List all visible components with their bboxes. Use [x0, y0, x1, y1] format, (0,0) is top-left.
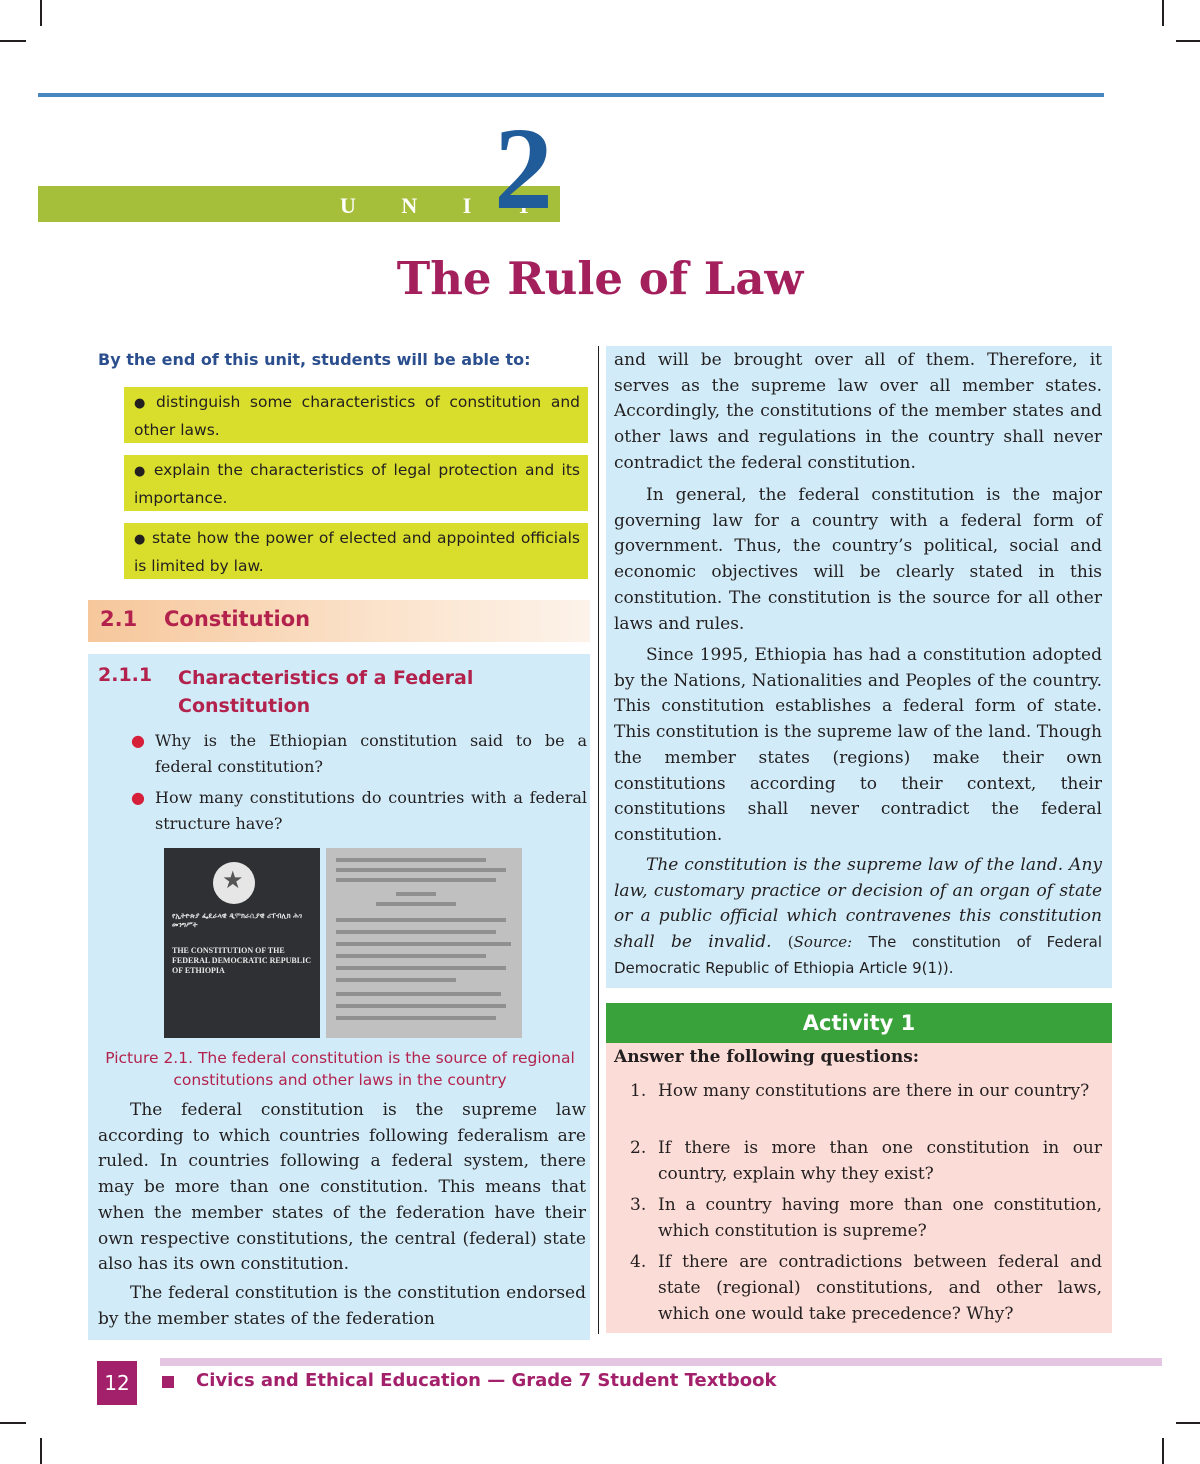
body-paragraph: In general, the federal constitution is the major governing law for a country with a federal form of government. Thus, the country’s political, social and economic objectives will be clearly stated in this constitution. The constitution is the source for all other laws and rules. [614, 485, 1102, 634]
crop-mark [0, 1422, 26, 1424]
crop-mark [1176, 1422, 1200, 1424]
cover-amharic-title: የኢትዮጵያ ፌዴራላዊ ዲሞክራሲያዊ ሪፐብሊክ ሕገ መንግሥት [172, 912, 303, 929]
crop-mark [1162, 0, 1164, 26]
bullet-icon: ● [134, 396, 151, 411]
bullet-icon: ● [134, 464, 148, 479]
unit-label: U N I T [340, 193, 552, 218]
crop-mark [40, 0, 42, 26]
emblem-icon [213, 862, 255, 904]
activity-question [630, 1135, 1102, 1187]
section-number: 2.1 [100, 607, 138, 631]
question-number: 2. [630, 1138, 647, 1158]
question-text: If there is more than one constitution in our country, explain why they exist? [658, 1138, 1102, 1184]
crop-mark [1162, 1438, 1164, 1464]
objective-item [124, 523, 588, 579]
constitution-cover-photo [164, 848, 320, 1038]
header-rule [38, 93, 1104, 97]
activity-question [630, 1249, 1102, 1327]
focus-question [131, 728, 587, 780]
objective-text: state how the power of elected and appointed officials is limited by law. [134, 529, 580, 575]
objectives-heading: By the end of this unit, students will be able to: [98, 350, 531, 369]
objective-item [124, 455, 588, 511]
quote-source-open: ( [787, 933, 794, 952]
square-bullet-icon [162, 1376, 174, 1388]
body-paragraph: and will be brought over all of them. Therefore, it serves as the supreme law over all member states. Accordingly, the constitutions of the member states and other laws and regulations in the country shall never contradict the federal constitution. [614, 350, 1102, 473]
constitution-page-photo [326, 848, 522, 1038]
body-paragraph: The federal constitution is the supreme law according to which countries following federalism are ruled. In countries following a federal system, there may be more than one constitution. This means that when the member states of the federation have their own respective constitutions, the central (federal) state also has its own constitution. [98, 1100, 586, 1275]
objective-text: explain the characteristics of legal protection and its importance. [134, 461, 581, 507]
subsection-title: Characteristics of a Federal Constitution [178, 667, 474, 717]
activity-question [630, 1078, 1102, 1104]
question-text: How many constitutions are there in our country? [658, 1081, 1090, 1101]
footer-rule [160, 1358, 1162, 1366]
cover-english-title: THE CONSTITUTION OF THE FEDERAL DEMOCRATIC REPUBLIC OF ETHIOPIA [172, 946, 311, 975]
bullet-icon: ● [134, 532, 146, 547]
quote-source-label: Source: [793, 933, 853, 952]
question-number: 3. [630, 1195, 647, 1215]
question-number: 1. [630, 1081, 647, 1101]
page-title: The Rule of Law [396, 252, 804, 305]
activity-question [630, 1192, 1102, 1244]
picture-caption: Picture 2.1. The federal constitution is the source of regional constitutions and other laws in the country [105, 1049, 575, 1089]
objective-text: distinguish some characteristics of constitution and other laws. [134, 393, 581, 439]
objective-item [124, 387, 588, 443]
question-text: In a country having more than one constitution, which constitution is supreme? [658, 1195, 1102, 1241]
crop-mark [40, 1438, 42, 1464]
unit-number: 2 [494, 103, 553, 234]
column-divider [598, 346, 599, 1334]
question-text: Why is the Ethiopian constitution said to be a federal constitution? [155, 731, 587, 776]
quote-source: The constitution of Federal Democratic Republic of Ethiopia Article 9(1)). [614, 933, 1102, 977]
crop-mark [1176, 40, 1200, 42]
question-text: How many constitutions do countries with a federal structure have? [155, 788, 587, 833]
book-title: Civics and Ethical Education — Grade 7 Student Textbook [196, 1370, 777, 1391]
activity-heading: Activity 1 [606, 1003, 1112, 1043]
quote-text: The constitution is the supreme law of the land. Any law, customary practice or decision of an organ of state or a public official which contravenes this constitution shall be invalid. [614, 855, 1102, 953]
activity-intro: Answer the following questions: [614, 1047, 920, 1067]
subsection-number: 2.1.1 [98, 664, 153, 686]
focus-question [131, 785, 587, 837]
body-paragraph: The federal constitution is the constitution endorsed by the member states of the federation [98, 1283, 586, 1329]
question-number: 4. [630, 1252, 647, 1272]
constitution-quote [614, 853, 1102, 982]
page-number: 12 [97, 1361, 137, 1405]
section-heading [88, 600, 590, 642]
question-text: If there are contradictions between federal and state (regional) constitutions, and other laws, which one would take precedence? Why? [658, 1252, 1102, 1324]
bullet-icon: ● [131, 731, 145, 750]
body-paragraph: Since 1995, Ethiopia has had a constitution adopted by the Nations, Nationalities and Peoples of the country. This constitution establishes a federal form of state. This constitution is the supreme law of the land. Though the member states (regions) make their own constitutions according to their context, their constitutions shall never contradict the federal constitution. [614, 645, 1102, 845]
section-title: Constitution [164, 607, 311, 631]
bullet-icon: ● [131, 788, 145, 807]
crop-mark [0, 40, 26, 42]
